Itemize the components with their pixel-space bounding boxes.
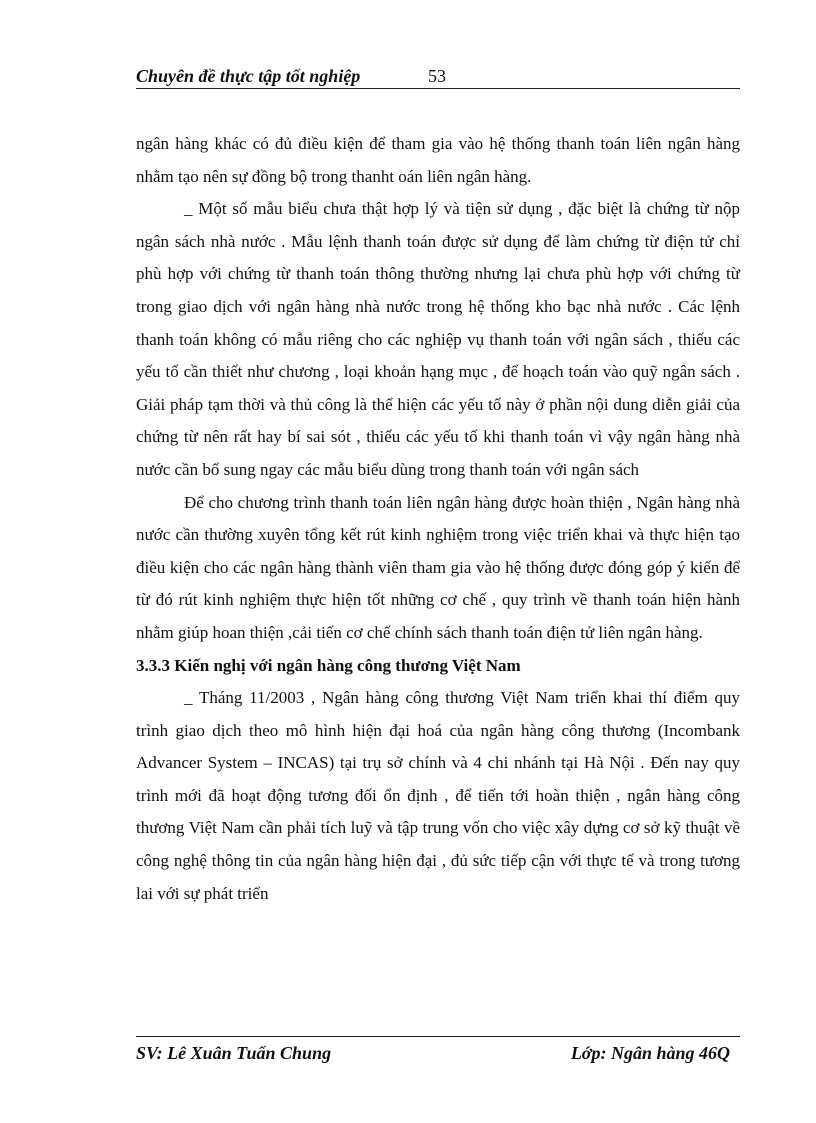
page-body <box>136 128 740 910</box>
student-name: SV: Lê Xuân Tuấn Chung <box>136 1043 332 1063</box>
section-heading: 3.3.3 Kiến nghị với ngân hàng công thương Việt Nam <box>136 655 521 675</box>
paragraph-4: _ Tháng 11/2003 , Ngân hàng công thương Việt Nam triển khai thí điểm quy trình giao dịch theo mô hình hiện đại hoá của ngân hàng công thương (Incombank Advancer System – INCAS) tại trụ sở chính và 4 chi nhánh tại Hà Nội . Đến nay quy trình mới đã hoạt động tương đối ổn định , để tiến tới hoàn thiện , ngân hàng công thương Việt Nam cần phải tích luỹ và tập trung vốn cho việc xây dựng cơ sở kỹ thuật về công nghệ thông tin của ngân hàng hiện đại , đủ sức tiếp cận với thực tế và trong tương lai với sự phát triển <box>136 688 740 903</box>
page-footer <box>136 1036 740 1069</box>
paragraph-1: ngân hàng khác có đủ điều kiện để tham gia vào hệ thống thanh toán liên ngân hàng nhằm tạo nên sự đồng bộ trong thanht oán liên ngân hàng. <box>136 134 740 186</box>
document-title: Chuyên đề thực tập tốt nghiệp <box>136 66 361 86</box>
paragraph-3: Để cho chương trình thanh toán liên ngân hàng được hoàn thiện , Ngân hàng nhà nước cần thường xuyên tổng kết rút kinh nghiệm trong việc triển khai và thực hiện tạo điều kiện cho các ngân hàng thành viên tham gia vào hệ thống được đóng góp ý kiến để từ đó rút kinh nghiệm thực hiện tốt những cơ chế , quy trình về thanh toán hiện hành nhằm giúp hoan thiện ,cải tiến cơ chế chính sách thanh toán điện tử liên ngân hàng. <box>136 492 740 642</box>
paragraph-2: _ Một số mẫu biểu chưa thật hợp lý và tiện sử dụng , đặc biệt là chứng từ nộp ngân sách nhà nước . Mẫu lệnh thanh toán được sử dụng để làm chứng từ điện tử chỉ phù hợp với chứng từ thanh toán thông thường nhưng lại chưa phù hợp với chứng từ trong giao dịch với ngân hàng nhà nước trong hệ thống kho bạc nhà nước . Các lệnh thanh toán không có mẫu riêng cho các nghiệp vụ thanh toán với ngân sách , thiếu các yếu tố cần thiết như chương , loại khoản hạng mục , để hoạch toán vào quỹ ngân sách . Giải pháp tạm thời và thủ công là thể hiện các yếu tố này ở phần nội dung diễn giải của chứng từ nên rất hay bí sai sót , thiếu các yếu tố khi thanh toán vì vậy ngân hàng nhà nước cần bổ sung ngay các mẫu biểu dùng trong thanh toán với ngân sách <box>136 199 740 479</box>
class-name: Lớp: Ngân hàng 46Q <box>570 1043 730 1063</box>
page-number: 53 <box>428 66 446 86</box>
page-header <box>136 64 740 89</box>
